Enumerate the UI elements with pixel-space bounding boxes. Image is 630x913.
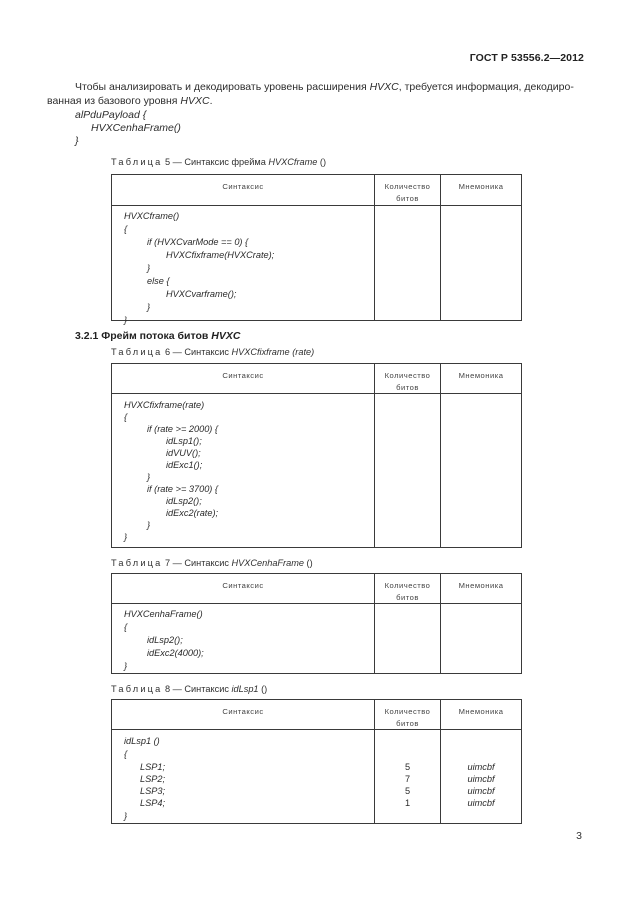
mnemonic-value: uimcbf (467, 762, 495, 772)
col-mnemonic: Мнемоника (441, 574, 522, 604)
code-line: HVXCenhaFrame() (124, 609, 203, 619)
code-line: LSP3; (140, 786, 166, 796)
bits-value: 1 (404, 798, 411, 808)
code-line: HVXCframe() (124, 211, 180, 221)
col-mnemonic: Мнемоника (441, 700, 522, 730)
code-line: HVXCfixframe(HVXCrate); (166, 250, 275, 260)
bits-value: 7 (404, 774, 411, 784)
caption-number: 8 (165, 684, 171, 694)
caption-term: HVXCframe (268, 157, 318, 167)
col-syntax: Синтаксис (112, 574, 375, 604)
caption-term: HVXCenhaFrame (231, 558, 304, 568)
caption-word: Таблица (111, 684, 163, 694)
caption-text: — Синтаксис (170, 684, 232, 694)
code-line: } (124, 661, 128, 671)
code-line: idLsp1 () (124, 736, 160, 746)
caption-term: idLsp1 (231, 684, 259, 694)
caption-tail: () (317, 157, 327, 167)
table8-caption (111, 684, 267, 694)
caption-text: — Синтаксис фрейма (170, 157, 269, 167)
mnemonic-cell (441, 604, 522, 674)
intro-text: Чтобы анализировать и декодировать уровень расширения (75, 81, 370, 93)
syntax-cell (112, 394, 375, 548)
table-body-row (112, 206, 522, 321)
code-line: { (124, 749, 128, 759)
code-line: } (147, 520, 151, 530)
bits-cell (375, 730, 441, 824)
caption-text: — Синтаксис (170, 347, 232, 357)
table7 (111, 573, 522, 674)
code-line: idExc2(4000); (147, 648, 204, 658)
col-syntax: Синтаксис (112, 175, 375, 206)
mnemonic-cell (441, 206, 522, 321)
intro-term: HVXC (369, 81, 399, 93)
code-line: idExc2(rate); (166, 508, 219, 518)
code-line: idVUV(); (166, 448, 201, 458)
col-bits: Количество битов (375, 364, 441, 394)
intro-text: . (209, 95, 213, 107)
table-header-row (112, 700, 522, 730)
table6 (111, 363, 522, 548)
code-line: HVXCvarframe(); (166, 289, 237, 299)
syntax-cell (112, 730, 375, 824)
code-line: else { (147, 276, 170, 286)
col-mnemonic: Мнемоника (441, 175, 522, 206)
bits-cell (375, 604, 441, 674)
code-line: if (rate >= 3700) { (147, 484, 218, 494)
caption-word: Таблица (111, 347, 163, 357)
caption-text: — Синтаксис (170, 558, 232, 568)
caption-word: Таблица (111, 157, 163, 167)
col-bits: Количество битов (375, 700, 441, 730)
bits-value: 5 (404, 762, 411, 772)
table-header-row (112, 175, 522, 206)
code-line: idLsp2(); (166, 496, 202, 506)
caption-tail: () (258, 684, 268, 694)
code-line: } (147, 302, 151, 312)
mnemonic-cell (441, 730, 522, 824)
syntax-cell (112, 206, 375, 325)
table-body-row (112, 730, 522, 824)
caption-word: Таблица (111, 558, 163, 568)
code-line: { (124, 224, 128, 234)
intro-code-3: } (75, 135, 79, 147)
code-line: { (124, 412, 128, 422)
intro-text: , требуется информация, декодиро- (398, 81, 574, 93)
mnemonic-cell (441, 394, 522, 548)
section-heading (75, 330, 240, 342)
code-line: } (124, 811, 128, 821)
code-line: } (147, 472, 151, 482)
code-line: LSP1; (140, 762, 166, 772)
intro-code-1: alPduPayload { (75, 109, 147, 121)
code-line: } (124, 532, 128, 542)
caption-term: HVXCfixframe (rate) (231, 347, 315, 357)
table-body-row (112, 604, 522, 674)
intro-line-2 (47, 95, 213, 107)
intro-line-1 (75, 81, 574, 93)
bits-value: 5 (404, 786, 411, 796)
table-body-row (112, 394, 522, 548)
col-bits: Количество битов (375, 175, 441, 206)
col-syntax: Синтаксис (112, 700, 375, 730)
code-line: } (124, 315, 128, 325)
code-line: if (rate >= 2000) { (147, 424, 218, 434)
code-line: if (HVXCvarMode == 0) { (147, 237, 249, 247)
code-line: idExc1(); (166, 460, 203, 470)
syntax-cell (112, 604, 375, 674)
table8 (111, 699, 522, 824)
page-number: 3 (576, 830, 582, 842)
col-mnemonic: Мнемоника (441, 364, 522, 394)
col-bits: Количество битов (375, 574, 441, 604)
section-term: HVXC (211, 330, 241, 342)
mnemonic-value: uimcbf (467, 798, 495, 808)
code-line: idLsp2(); (147, 635, 183, 645)
code-line: idLsp1(); (166, 436, 202, 446)
intro-code-2: HVXCenhaFrame() (91, 122, 181, 134)
standard-header: ГОСТ Р 53556.2—2012 (469, 52, 584, 64)
caption-tail: () (303, 558, 313, 568)
caption-number: 6 (165, 347, 171, 357)
bits-cell (375, 206, 441, 321)
table5-caption (111, 157, 326, 167)
table5 (111, 174, 522, 325)
col-syntax: Синтаксис (112, 364, 375, 394)
table-header-row (112, 364, 522, 394)
code-line: LSP2; (140, 774, 166, 784)
code-line: LSP4; (140, 798, 166, 808)
table-header-row (112, 574, 522, 604)
intro-text: ванная из базового уровня (47, 95, 181, 107)
section-title: Фрейм потока битов (98, 330, 212, 342)
mnemonic-value: uimcbf (467, 786, 495, 796)
mnemonic-value: uimcbf (467, 774, 495, 784)
code-line: HVXCfixframe(rate) (124, 400, 205, 410)
code-line: } (147, 263, 151, 273)
bits-cell (375, 394, 441, 548)
section-number: 3.2.1 (75, 330, 99, 342)
caption-number: 5 (165, 157, 171, 167)
caption-number: 7 (165, 558, 171, 568)
table6-caption (111, 347, 314, 357)
table7-caption (111, 558, 313, 568)
intro-term: HVXC (180, 95, 210, 107)
code-line: { (124, 622, 128, 632)
